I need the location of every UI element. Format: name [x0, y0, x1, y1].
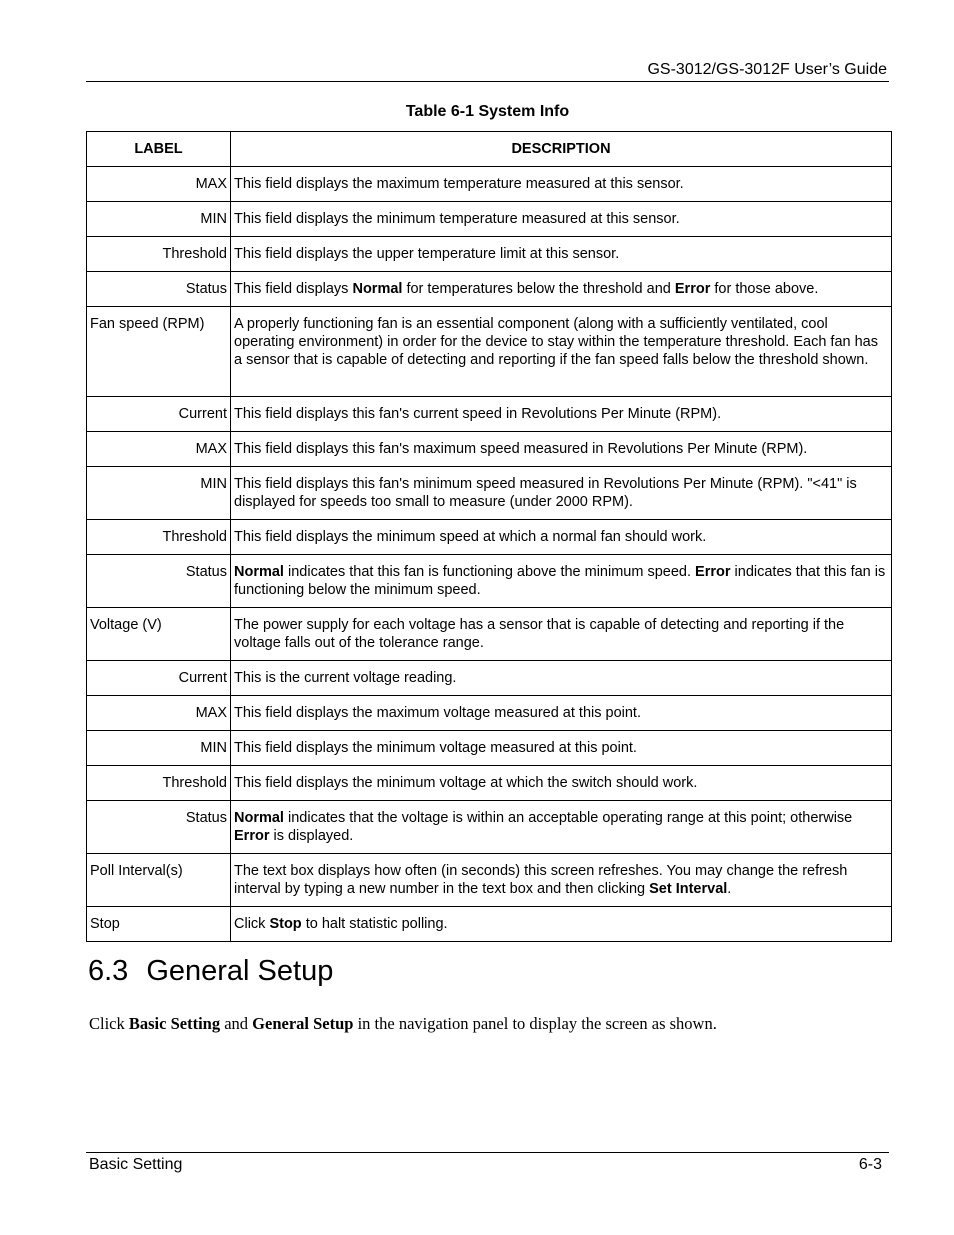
table-row — [87, 661, 892, 696]
row-label: Fan speed (RPM) — [87, 307, 231, 397]
row-label: Stop — [87, 907, 231, 942]
text-run: for temperatures below the threshold and — [402, 281, 675, 297]
row-description — [231, 237, 892, 272]
row-description — [231, 608, 892, 661]
table-row — [87, 432, 892, 467]
text-run: is displayed. — [269, 828, 354, 844]
system-info-table — [86, 131, 892, 942]
row-label: Threshold — [87, 520, 231, 555]
label-column-header: LABEL — [87, 132, 231, 167]
footer-chapter: Basic Setting — [89, 1156, 183, 1173]
page-header — [86, 59, 889, 82]
table-row — [87, 237, 892, 272]
row-label: Voltage (V) — [87, 608, 231, 661]
row-label: Current — [87, 661, 231, 696]
row-description — [231, 202, 892, 237]
bold-text: Basic Setting — [128, 1014, 221, 1033]
text-run: A properly functioning fan is an essential component (along with a sufficiently ventilated, cool operating environment) in order for the device to stay within the temperature threshold. Each fan has a sensor that is capable of detecting and reporting if the fan speed falls below the threshold shown. — [234, 316, 878, 368]
text-run: Click — [89, 1014, 129, 1033]
row-label: MIN — [87, 467, 231, 520]
table-row — [87, 608, 892, 661]
row-description — [231, 696, 892, 731]
row-description — [231, 907, 892, 942]
row-label: MAX — [87, 167, 231, 202]
bold-text: Normal — [234, 810, 284, 826]
text-run: This field displays the minimum speed at which a normal fan should work. — [234, 529, 707, 545]
row-description — [231, 766, 892, 801]
text-run: indicates that this fan is functioning below the minimum speed. — [234, 564, 886, 598]
text-run: This field displays the minimum temperature measured at this sensor. — [234, 211, 680, 227]
section-title: General Setup — [146, 955, 334, 987]
table-row — [87, 696, 892, 731]
row-description — [231, 467, 892, 520]
row-label: Current — [87, 397, 231, 432]
text-run: indicates that this fan is functioning above the minimum speed. — [283, 564, 696, 580]
text-run: This field displays this fan's current speed in Revolutions Per Minute (RPM). — [234, 406, 722, 422]
bold-text: Normal — [234, 564, 284, 580]
row-label: Poll Interval(s) — [87, 854, 231, 907]
row-label: MIN — [87, 202, 231, 237]
guide-title: GS-3012/GS-3012F User’s Guide — [647, 61, 887, 78]
text-run: and — [220, 1014, 253, 1033]
table-row — [87, 854, 892, 907]
description-column-header: DESCRIPTION — [231, 132, 892, 167]
row-description — [231, 854, 892, 907]
text-run: This field displays this fan's maximum speed measured in Revolutions Per Minute (RPM). — [234, 441, 808, 457]
row-description — [231, 801, 892, 854]
table-row — [87, 907, 892, 942]
row-description — [231, 731, 892, 766]
table-header-row — [87, 132, 892, 167]
body-paragraph — [89, 1014, 717, 1034]
text-run: for those above. — [710, 281, 819, 297]
section-heading — [88, 955, 333, 988]
row-label: Status — [87, 272, 231, 307]
table-body — [87, 167, 892, 942]
table-row — [87, 397, 892, 432]
table-row — [87, 202, 892, 237]
text-run: in the navigation panel to display the screen as shown. — [353, 1014, 717, 1033]
bold-text: Normal — [352, 281, 403, 297]
table-row — [87, 801, 892, 854]
text-run: Click — [234, 916, 270, 932]
text-run: This field displays the maximum temperature measured at this sensor. — [234, 176, 684, 192]
row-description — [231, 397, 892, 432]
row-description — [231, 307, 892, 397]
row-label: MAX — [87, 432, 231, 467]
row-description — [231, 520, 892, 555]
text-run: This field displays — [234, 281, 353, 297]
table-row — [87, 307, 892, 397]
table-row — [87, 272, 892, 307]
section-number: 6.3 — [88, 955, 129, 987]
row-description — [231, 272, 892, 307]
bold-text: Set Interval — [649, 881, 728, 897]
row-label: Threshold — [87, 766, 231, 801]
row-description — [231, 555, 892, 608]
text-run: This is the current voltage reading. — [234, 670, 457, 686]
text-run: This field displays the minimum voltage at which the switch should work. — [234, 775, 698, 791]
row-label: MAX — [87, 696, 231, 731]
bold-text: Stop — [269, 916, 302, 932]
page-footer — [86, 1152, 889, 1183]
text-run: to halt statistic polling. — [301, 916, 448, 932]
text-run: indicates that the voltage is within an acceptable operating range at this point; otherwise — [283, 810, 853, 826]
bold-text: Error — [234, 828, 270, 844]
table-row — [87, 555, 892, 608]
row-description — [231, 432, 892, 467]
bold-text: General Setup — [252, 1014, 354, 1033]
table-row — [87, 520, 892, 555]
page-number: 6-3 — [858, 1156, 882, 1173]
table-row — [87, 167, 892, 202]
row-description — [231, 661, 892, 696]
table-row — [87, 467, 892, 520]
text-run: The power supply for each voltage has a sensor that is capable of detecting and reporting if the voltage falls out of the tolerance range. — [234, 617, 845, 651]
table-caption: Table 6-1 System Info — [405, 103, 570, 120]
table-row — [87, 731, 892, 766]
table-row — [87, 766, 892, 801]
row-label: Status — [87, 555, 231, 608]
row-description — [231, 167, 892, 202]
text-run: This field displays the upper temperature limit at this sensor. — [234, 246, 620, 262]
text-run: The text box displays how often (in seconds) this screen refreshes. You may change the refresh interval by typing a new number in the text box and then clicking — [234, 863, 848, 897]
row-label: Threshold — [87, 237, 231, 272]
row-label: MIN — [87, 731, 231, 766]
bold-text: Error — [695, 564, 731, 580]
text-run: This field displays this fan's minimum speed measured in Revolutions Per Minute (RPM). "<41" is displayed for speeds too small to measure (under 2000 RPM). — [234, 476, 857, 510]
text-run: This field displays the maximum voltage measured at this point. — [234, 705, 641, 721]
row-label: Status — [87, 801, 231, 854]
bold-text: Error — [674, 281, 711, 297]
text-run: . — [727, 881, 732, 897]
text-run: This field displays the minimum voltage measured at this point. — [234, 740, 637, 756]
